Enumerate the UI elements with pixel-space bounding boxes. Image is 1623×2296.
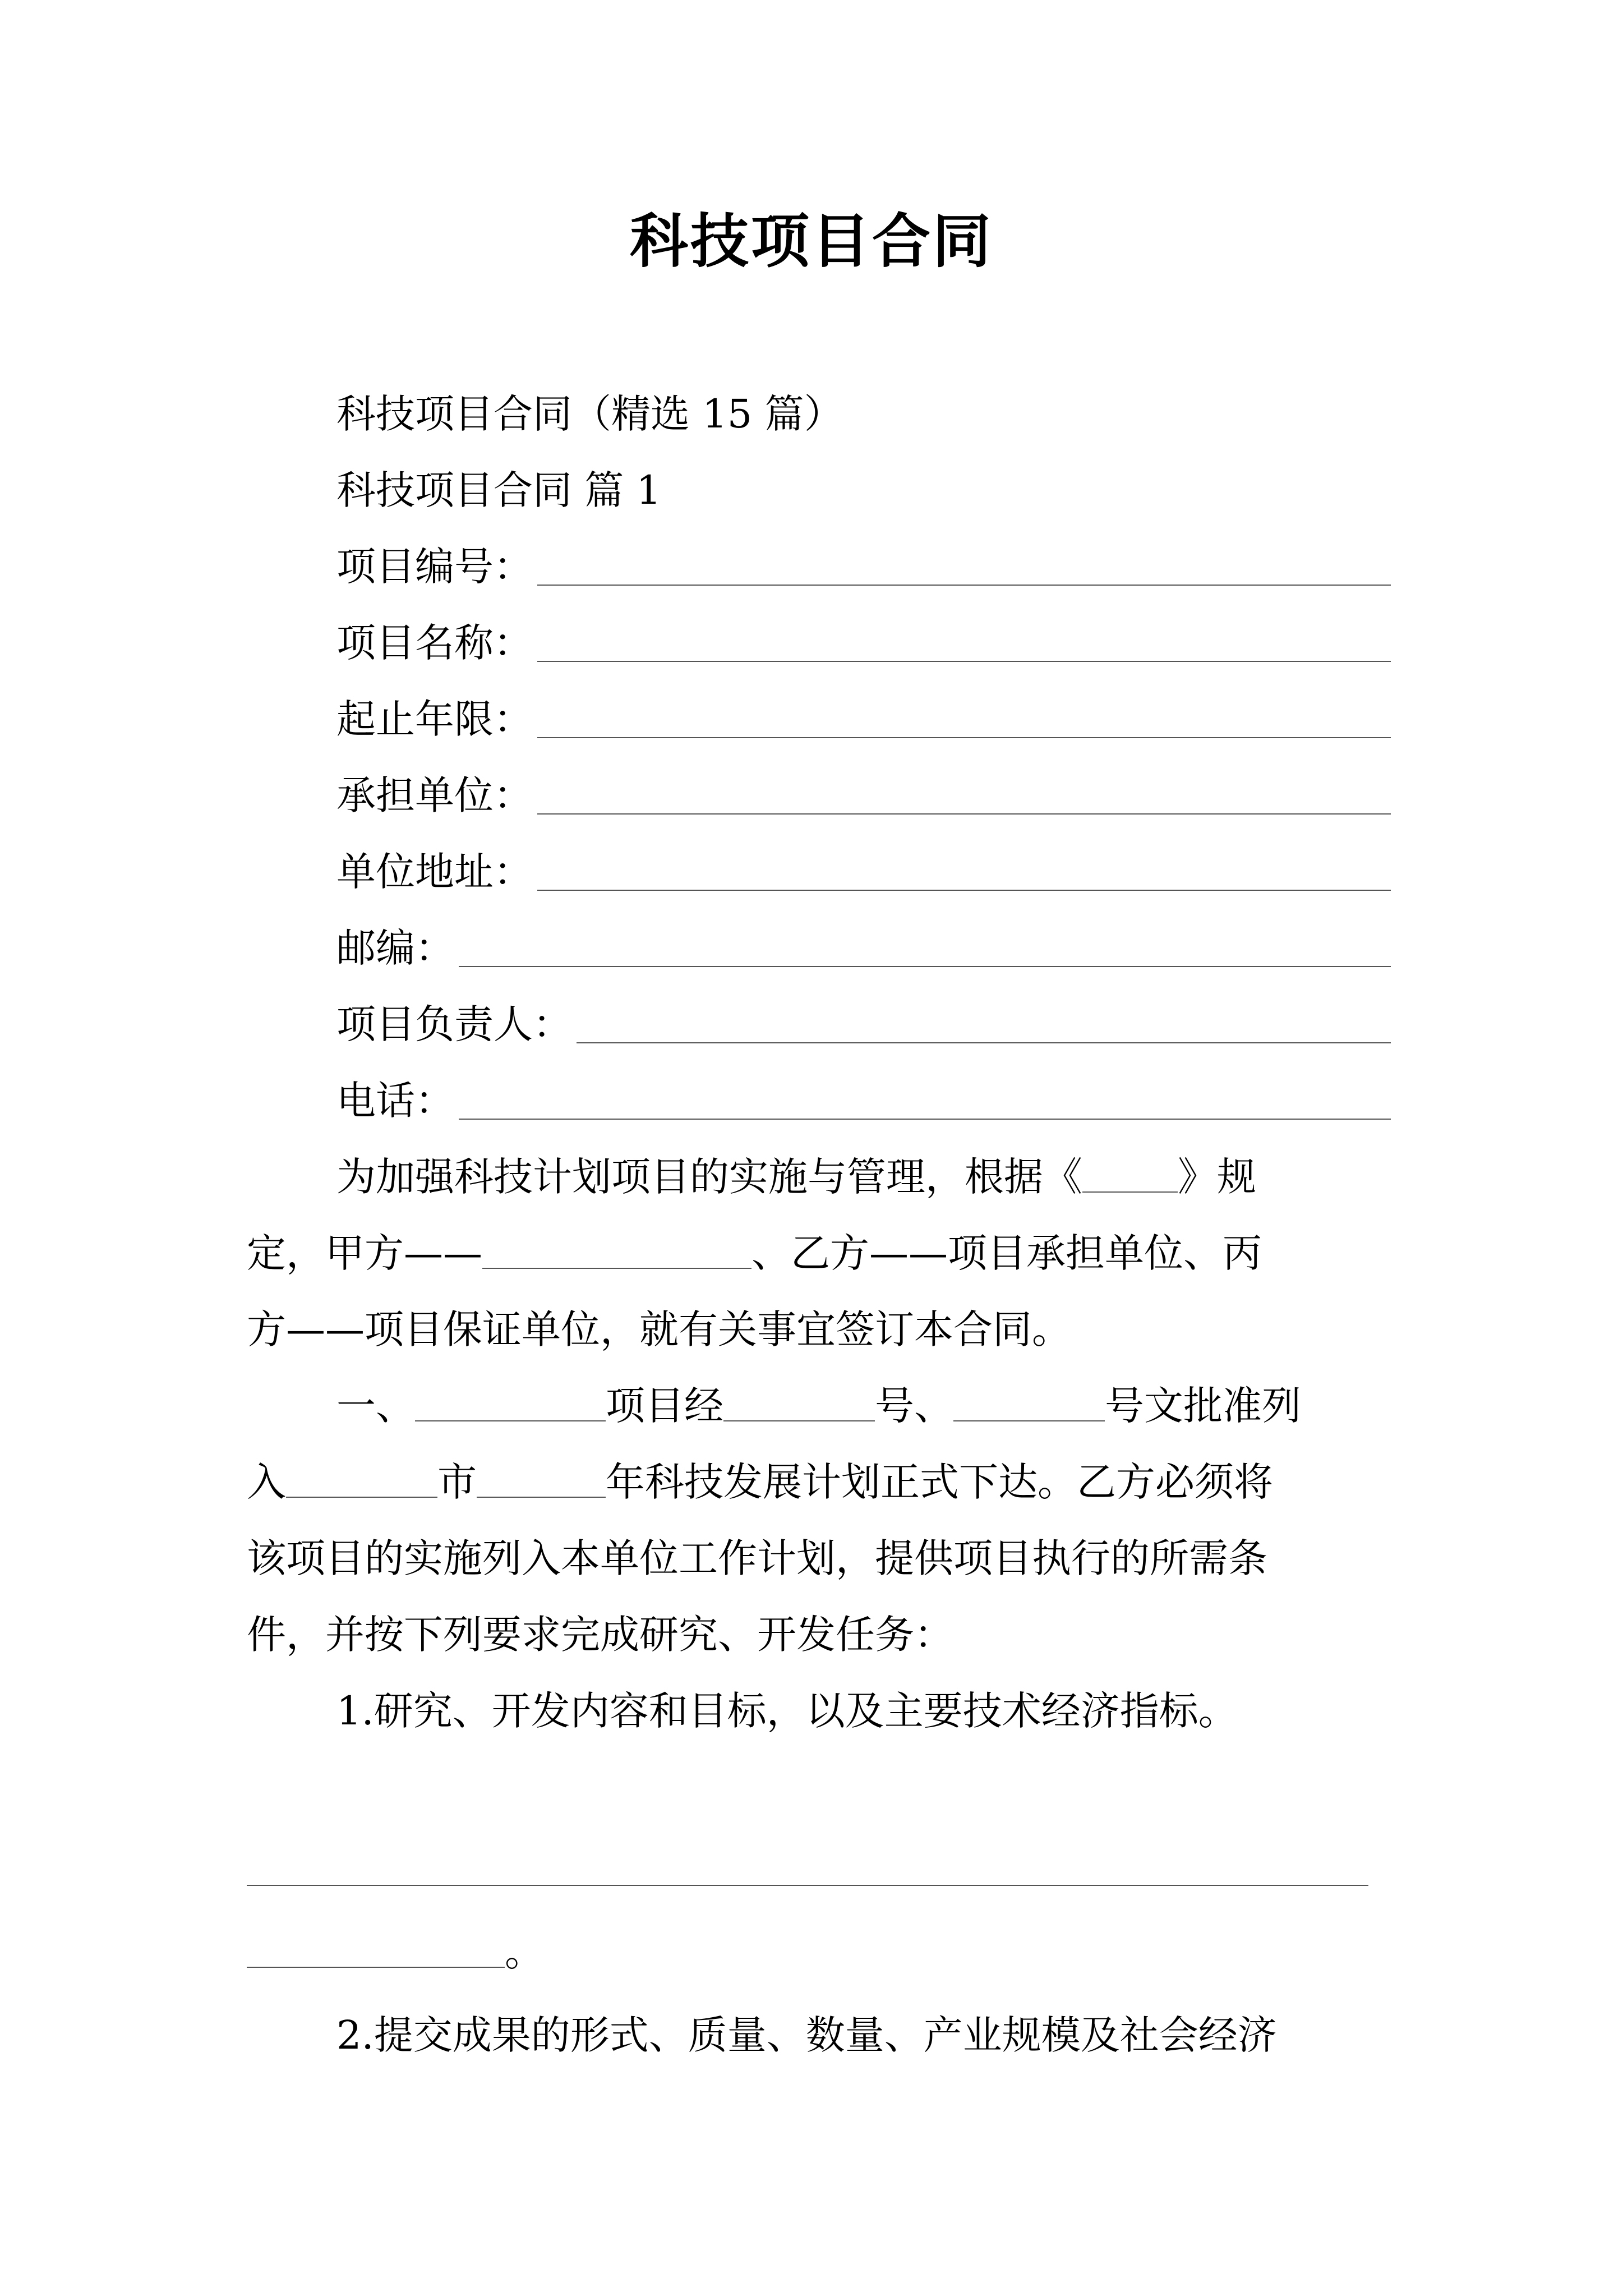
paragraph-text: 号文批准列 xyxy=(1105,1383,1301,1429)
document-title: 科技项目合同 xyxy=(629,206,993,275)
fill-in-blank[interactable] xyxy=(459,966,1391,967)
paragraph-text: 入 xyxy=(247,1459,286,1505)
paragraph-text: 、乙方——项目承担单位、丙 xyxy=(751,1230,1262,1276)
paragraph-text: 。 xyxy=(505,1929,544,1975)
field-label: 邮编： xyxy=(336,925,454,971)
field-undertaking-unit xyxy=(336,757,1391,834)
fill-in-blank[interactable] xyxy=(415,1389,606,1421)
paragraph-text: 项目经 xyxy=(606,1383,723,1429)
paragraph-line xyxy=(336,1368,1391,1444)
fill-in-blank[interactable] xyxy=(477,1465,606,1498)
paragraph-text: 定，甲方—— xyxy=(247,1230,482,1276)
field-label: 单位地址： xyxy=(336,849,533,895)
paragraph-text: 年科技发展计划正式下达。乙方必须将 xyxy=(606,1459,1273,1505)
paragraph-line xyxy=(336,1139,1391,1215)
field-label: 项目编号： xyxy=(336,544,533,590)
fill-in-line[interactable] xyxy=(247,1885,1368,1886)
paragraph-line: 该项目的实施列入本单位工作计划，提供项目执行的所需条 xyxy=(247,1535,1267,1581)
fill-in-blank[interactable] xyxy=(247,1935,505,1968)
field-label: 项目负责人： xyxy=(336,1001,572,1047)
field-project-number xyxy=(336,528,1391,605)
item-2-text: 2.提交成果的形式、质量、数量、产业规模及社会经济 xyxy=(336,2012,1277,2058)
section-heading: 科技项目合同 篇 1 xyxy=(336,467,662,513)
paragraph-line xyxy=(247,1914,1391,1990)
fill-in-blank[interactable] xyxy=(459,1119,1391,1120)
paragraph-text: 一、 xyxy=(336,1383,415,1429)
fill-in-blank[interactable] xyxy=(537,585,1391,586)
fill-in-blank[interactable] xyxy=(537,813,1391,815)
field-label: 承担单位： xyxy=(336,772,533,818)
paragraph-text: 市 xyxy=(437,1459,477,1505)
fill-in-blank[interactable] xyxy=(286,1465,437,1498)
field-phone xyxy=(336,1062,1391,1139)
item-1-text: 1.研究、开发内容和目标，以及主要技术经济指标。 xyxy=(336,1688,1238,1734)
field-label: 电话： xyxy=(336,1078,454,1124)
fill-in-blank[interactable] xyxy=(537,661,1391,662)
fill-in-blank[interactable] xyxy=(953,1389,1105,1421)
fill-in-blank[interactable] xyxy=(723,1389,875,1421)
field-period xyxy=(336,681,1391,757)
fill-in-blank[interactable] xyxy=(577,1042,1391,1043)
fill-in-blank[interactable] xyxy=(482,1236,751,1269)
paragraph-line xyxy=(247,1444,1391,1520)
paragraph-text: 号、 xyxy=(875,1383,953,1429)
paragraph-text: 》规 xyxy=(1178,1154,1256,1200)
fill-in-blank[interactable] xyxy=(537,737,1391,738)
field-postcode xyxy=(336,910,1391,986)
paragraph-line: 件，并按下列要求完成研究、开发任务： xyxy=(247,1612,953,1658)
paragraph-line xyxy=(247,1215,1391,1291)
field-label: 项目名称： xyxy=(336,620,533,666)
document-subtitle: 科技项目合同（精选 15 篇） xyxy=(336,391,843,437)
field-unit-address xyxy=(336,834,1391,910)
field-label: 起止年限： xyxy=(336,696,533,742)
field-project-leader xyxy=(336,986,1391,1062)
paragraph-line: 方——项目保证单位，就有关事宜签订本合同。 xyxy=(247,1306,1071,1352)
field-project-name xyxy=(336,605,1391,681)
fill-in-blank[interactable] xyxy=(537,890,1391,891)
fill-in-blank[interactable] xyxy=(1082,1160,1178,1193)
paragraph-text: 为加强科技计划项目的实施与管理，根据《 xyxy=(336,1154,1082,1200)
